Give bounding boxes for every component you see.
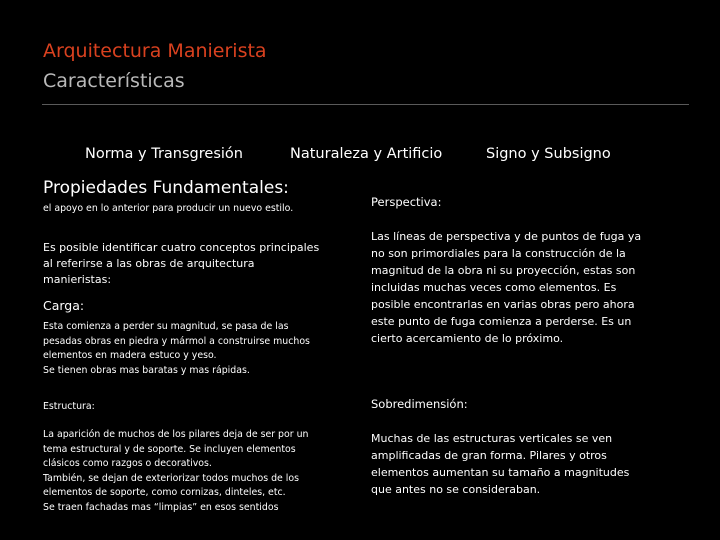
carga-text: Esta comienza a perder su magnitud, se pasa de las pesadas obras en piedra y mármol a construirse muchos elementos en madera estuco y yeso. Se tienen obras mas baratas y mas rápidas.	[43, 321, 310, 376]
estructura-text: La aparición de muchos de los pilares deja de ser por un tema estructural y de soporte. Se incluyen elementos clásicos como razgos o decorativos. También, se dejan de exteriorizar todos muchos de los elementos de soporte, como cornizas, dinteles, etc. Se traen fachadas mas “limpias” en esos sentidos	[43, 429, 309, 513]
title-divider	[42, 104, 689, 105]
perspectiva-text: Las líneas de perspectiva y de puntos de fuga ya no son primordiales para la construcción de la magnitud de la obra ni su proyección, estas son incluidas muchas veces como elementos. Es posible encontrarlas en varias obras pero ahora este punto de fuga comienza a perderse. Es un cierto acercamiento de lo próximo.	[371, 230, 642, 345]
page-title: Arquitectura Manierista	[43, 40, 267, 62]
tab-norma-transgresion[interactable]: Norma y Transgresión	[85, 146, 243, 162]
sobredimension-text: Muchas de las estructuras verticales se ven amplificadas de gran forma. Pilares y otros elementos aumentan su tamaño a magnitudes que antes no se consideraban.	[371, 432, 630, 496]
intro-text: el apoyo en lo anterior para producir un nuevo estilo.	[43, 203, 294, 214]
concepts-text: Es posible identificar cuatro conceptos principales al referirse a las obras de arquitectura manieristas:	[43, 241, 320, 286]
sobredimension-heading: Sobredimensión:	[371, 397, 468, 411]
page-subtitle: Características	[43, 70, 185, 92]
section-heading: Propiedades Fundamentales:	[43, 178, 289, 198]
estructura-heading: Estructura:	[43, 401, 95, 412]
tab-signo-subsigno[interactable]: Signo y Subsigno	[486, 146, 611, 162]
perspectiva-heading: Perspectiva:	[371, 195, 442, 209]
tab-naturaleza-artificio[interactable]: Naturaleza y Artificio	[290, 146, 443, 162]
carga-heading: Carga:	[43, 298, 85, 313]
